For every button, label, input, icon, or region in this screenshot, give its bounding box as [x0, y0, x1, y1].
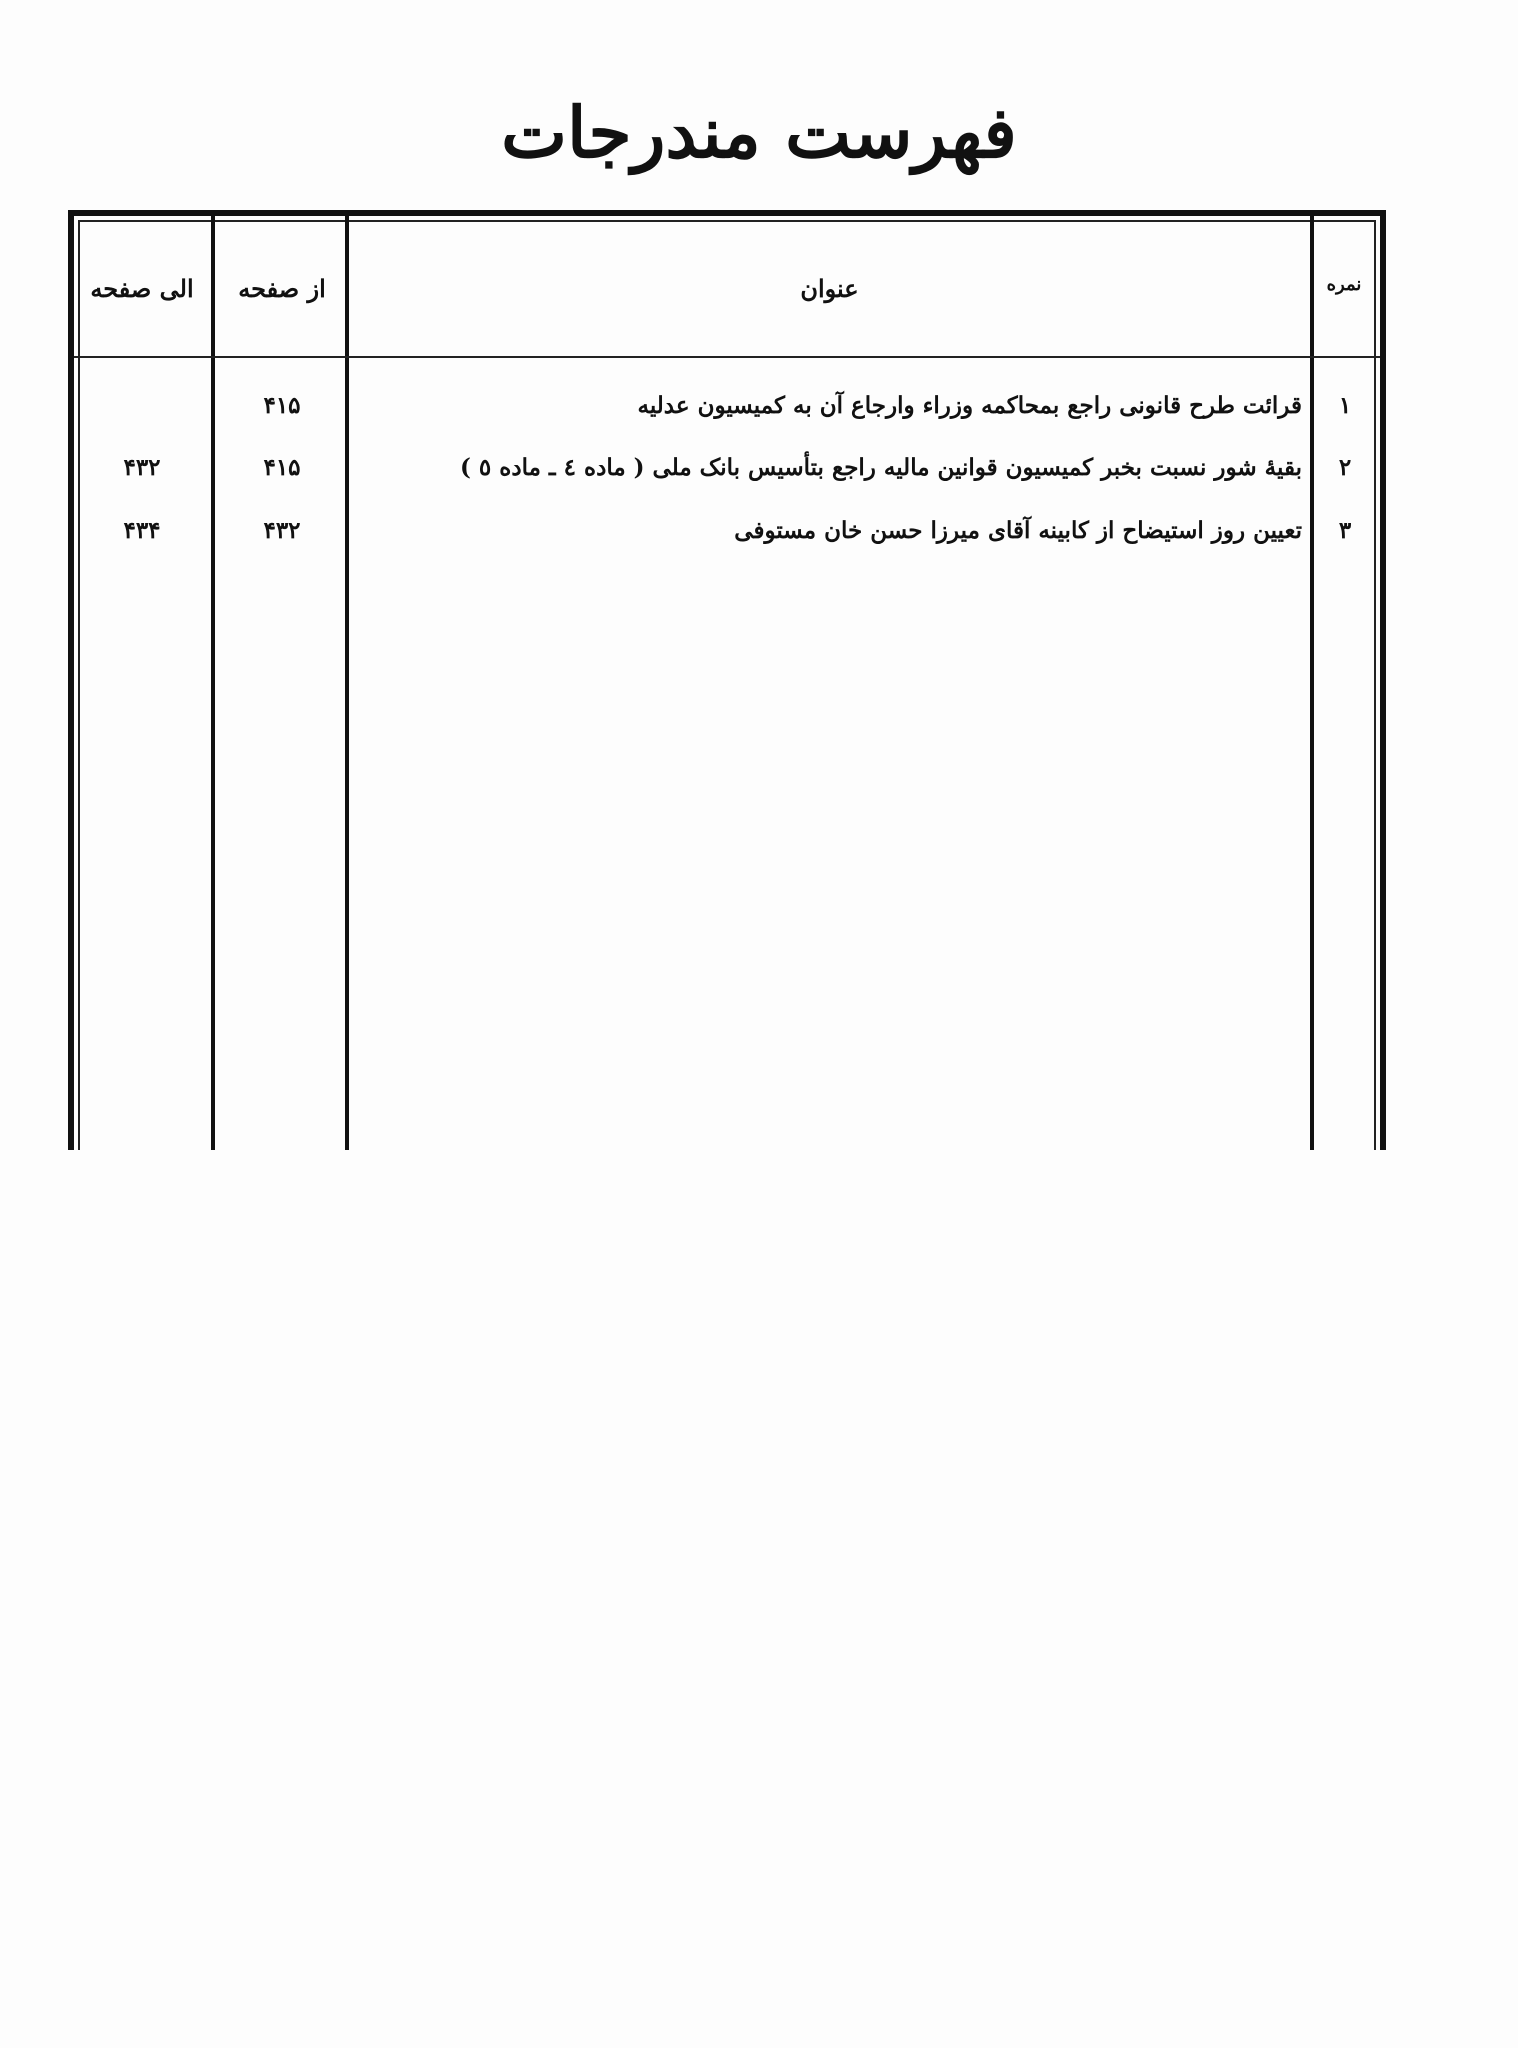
page-title: فهرست مندرجات	[501, 91, 1017, 174]
contents-table	[68, 210, 1386, 1150]
row-number: ۳	[1338, 517, 1352, 544]
row-subject: بقیهٔ شور نسبت بخبر کمیسیون قوانین مالیه راجع بتأسیس بانک ملی ( ماده ٤ ـ ماده ٥ )	[460, 454, 1302, 481]
table-row	[74, 443, 1380, 493]
row-to-page: ۴۳۴	[123, 517, 161, 544]
row-to-page: ۴۳۲	[123, 454, 161, 481]
header-number: نمره	[1326, 274, 1362, 295]
row-subject: قرائت طرح قانونی راجع بمحاکمه وزراء وارجاع آن به کمیسیون عدلیه	[637, 392, 1302, 419]
row-from-page: ۴۱۵	[263, 392, 301, 419]
row-from-page: ۴۳۲	[263, 517, 301, 544]
table-row	[74, 506, 1380, 556]
header-divider	[74, 356, 1380, 358]
header-subject: عنوان	[800, 274, 859, 303]
header-to-page: الی صفحه	[90, 274, 194, 303]
table-row	[74, 381, 1380, 431]
row-from-page: ۴۱۵	[263, 454, 301, 481]
row-number: ۱	[1338, 392, 1352, 419]
row-number: ۲	[1338, 454, 1352, 481]
header-from-page: از صفحه	[238, 274, 326, 303]
table-inner-frame	[78, 220, 1376, 1150]
row-subject: تعیین روز استیضاح از کابینه آقای میرزا حسن خان مستوفی	[734, 517, 1302, 544]
